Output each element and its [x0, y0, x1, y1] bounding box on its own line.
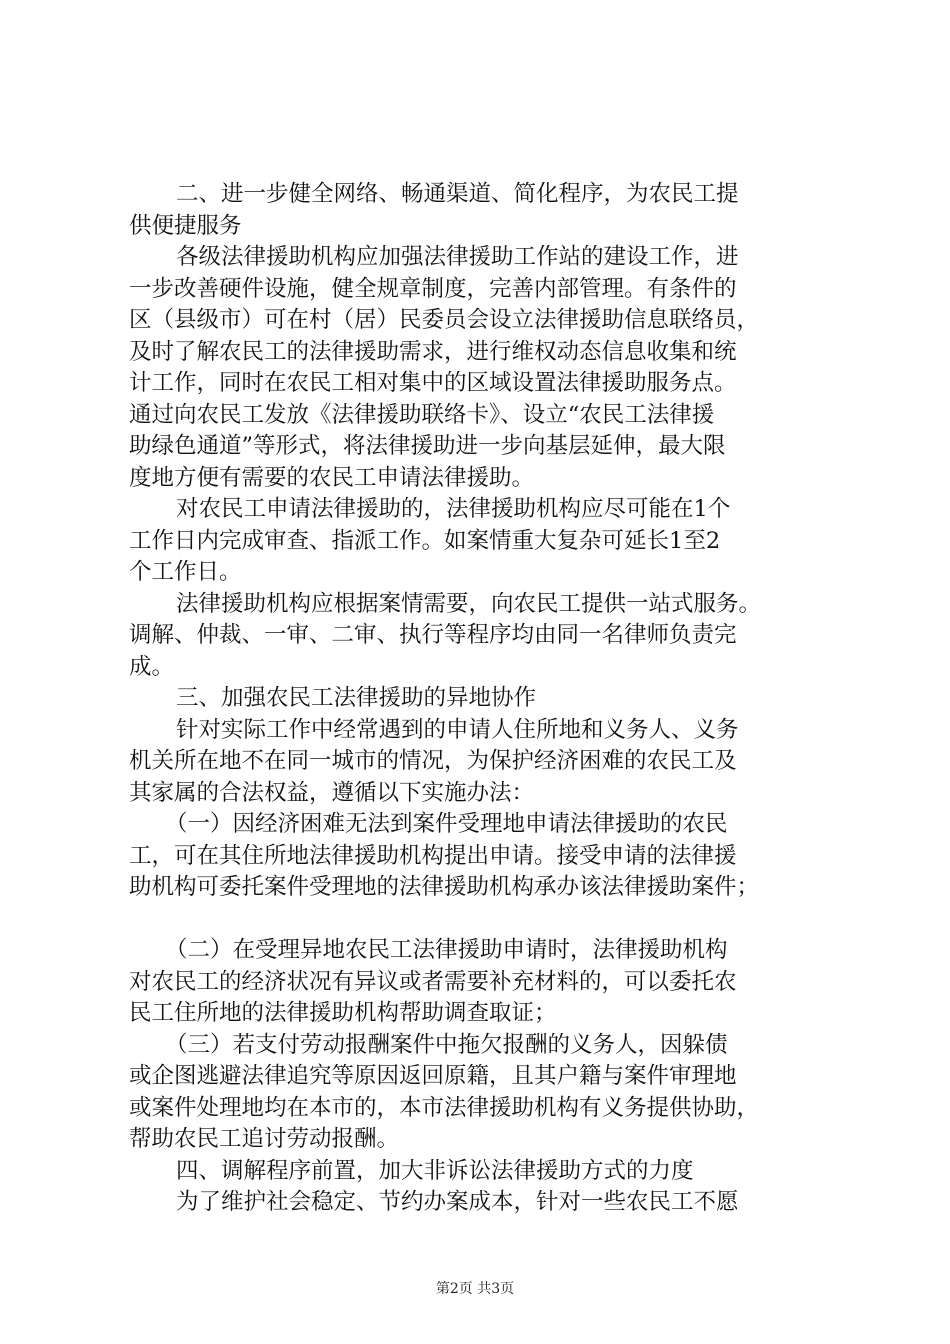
text-line: （三）若支付劳动报酬案件中拖欠报酬的义务人，因躲债	[165, 1032, 728, 1058]
section-heading: 四、调解程序前置，加大非诉讼法律援助方式的力度	[176, 1158, 694, 1184]
text-line: （一）因经济困难无法到案件受理地申请法律援助的农民	[165, 811, 728, 837]
text-line: 其家属的合法权益，遵循以下实施办法：	[129, 780, 535, 806]
text-line: 对农民工申请法律援助的，法律援助机构应尽可能在1个	[176, 496, 731, 522]
text-line: 度地方便有需要的农民工申请法律援助。	[129, 465, 535, 491]
text-line: 为了维护社会稳定、节约办案成本，针对一些农民工不愿	[176, 1189, 739, 1215]
text-line: 各级法律援助机构应加强法律援助工作站的建设工作，进	[176, 244, 739, 270]
text-line: 个工作日。	[129, 559, 242, 585]
text-line: 工作日内完成审查、指派工作。如案情重大复杂可延长1至2	[129, 528, 721, 554]
section-heading: 三、加强农民工法律援助的异地协作	[176, 685, 537, 711]
text-line: 一步改善硬件设施，健全规章制度，完善内部管理。有条件的	[129, 276, 737, 302]
text-line: 二、进一步健全网络、畅通渠道、简化程序，为农民工提	[176, 181, 739, 207]
text-line: 通过向农民工发放《法律援助联络卡》、设立“农民工法律援	[129, 402, 715, 428]
text-line: 助机构可委托案件受理地的法律援助机构承办该法律援助案件；	[129, 874, 760, 900]
text-line: 对农民工的经济状况有异议或者需要补充材料的，可以委托农	[129, 969, 737, 995]
text-line: 助绿色通道”等形式，将法律援助进一步向基层延伸，最大限	[129, 433, 726, 459]
text-line: 或案件处理地均在本市的，本市法律援助机构有义务提供协助，	[129, 1095, 760, 1121]
page-number-footer: 第2页 共3页	[435, 1281, 515, 1297]
text-line: 计工作，同时在农民工相对集中的区域设置法律援助服务点。	[129, 370, 737, 396]
text-line: 成。	[129, 654, 175, 680]
text-line: 机关所在地不在同一城市的情况，为保护经济困难的农民工及	[129, 748, 737, 774]
text-line: 及时了解农民工的法律援助需求，进行维权动态信息收集和统	[129, 339, 737, 365]
text-line: （二）在受理异地农民工法律援助申请时，法律援助机构	[165, 937, 728, 963]
text-line: 针对实际工作中经常遇到的申请人住所地和义务人、义务	[176, 717, 739, 743]
text-line: 供便捷服务	[129, 213, 242, 239]
text-line: 区（县级市）可在村（居）民委员会设立法律援助信息联络员，	[129, 307, 760, 333]
text-line: 帮助农民工追讨劳动报酬。	[129, 1126, 400, 1152]
text-line: 法律援助机构应根据案情需要，向农民工提供一站式服务。	[176, 591, 762, 617]
text-line: 或企图逃避法律追究等原因返回原籍，且其户籍与案件审理地	[129, 1063, 737, 1089]
text-line: 工，可在其住所地法律援助机构提出申请。接受申请的法律援	[129, 843, 737, 869]
text-line: 调解、仲裁、一审、二审、执行等程序均由同一名律师负责完	[129, 622, 737, 648]
text-line: 民工住所地的法律援助机构帮助调查取证；	[129, 1000, 557, 1026]
